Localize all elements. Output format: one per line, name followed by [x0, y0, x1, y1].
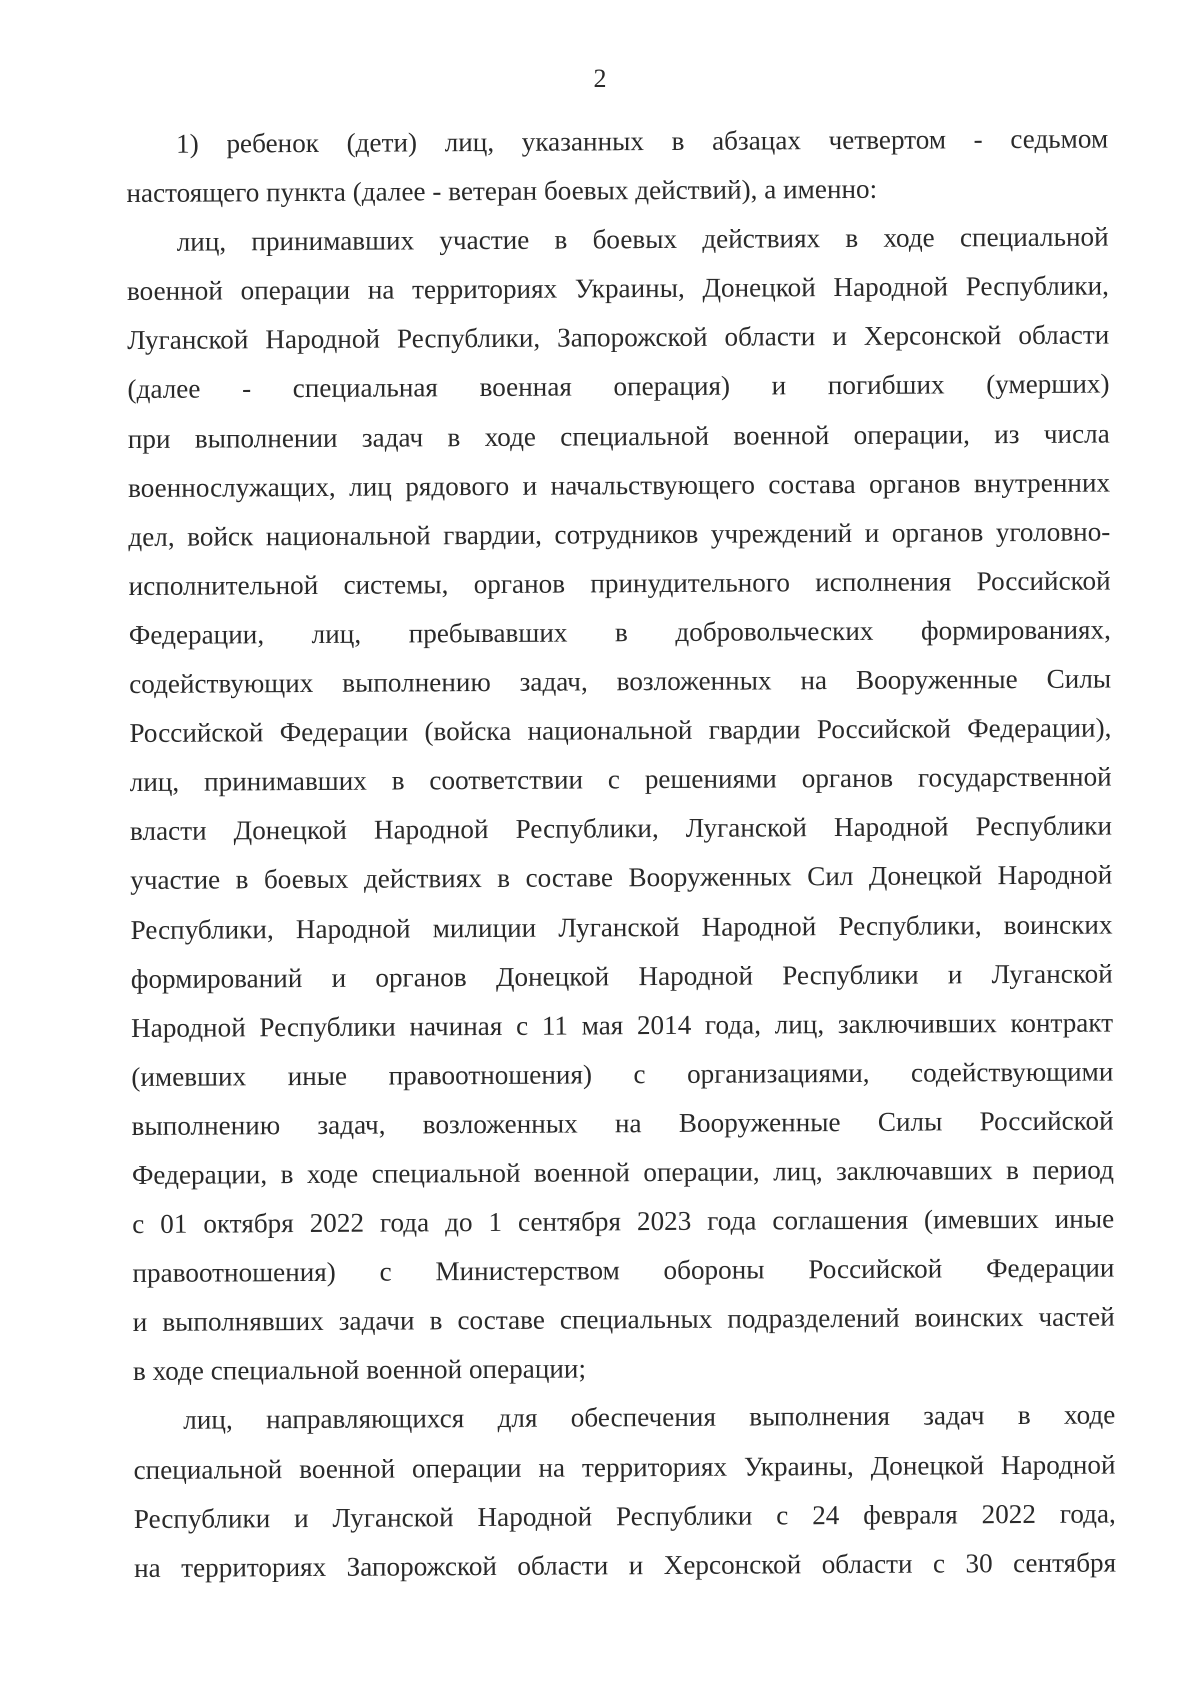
paragraph-line: лиц, направляющихся для обеспечения выполнения задач в ходе — [183, 1399, 1116, 1436]
paragraph-line: (далее - специальная военная операция) и погибших (умерших) — [127, 368, 1110, 405]
paragraph-line: исполнительной системы, органов принудительного исполнения Российской — [128, 565, 1111, 601]
paragraph-line: в ходе специальной военной операции; — [132, 1353, 587, 1387]
paragraph-line: при выполнении задач в ходе специальной военной операции, из числа — [127, 418, 1110, 454]
paragraph-line: дел, войск национальной гвардии, сотрудников учреждений и органов уголовно- — [128, 516, 1111, 552]
paragraph-line: Луганской Народной Республики, Запорожской области и Херсонской области — [127, 319, 1110, 356]
paragraph-line: Республики, Народной милиции Луганской Народной Республики, воинских — [130, 909, 1113, 945]
paragraph-line: 1) ребенок (дети) лиц, указанных в абзацах четвертом - седьмом — [176, 123, 1109, 159]
paragraph-line: лиц, принимавших в соответствии с решениями органов государственной — [129, 761, 1112, 798]
paragraph-line: лиц, принимавших участие в боевых действиях в ходе специальной — [176, 221, 1109, 257]
paragraph-line: выполнению задач, возложенных на Вооруженные Силы Российской — [131, 1105, 1114, 1141]
paragraph-line: военнослужащих, лиц рядового и начальствующего состава органов внутренних — [127, 467, 1111, 503]
paragraph-line: специальной военной операции на территориях Украины, Донецкой Народной — [133, 1449, 1116, 1485]
paragraph-line: военной операции на территориях Украины, Донецкой Народной Республики, — [126, 270, 1110, 307]
paragraph-line: участие в боевых действиях в составе Вооруженных Сил Донецкой Народной — [130, 859, 1113, 896]
paragraph-line: (имевших иные правоотношения) с организациями, содействующими — [131, 1056, 1114, 1092]
paragraph-line: и выполнявших задачи в составе специальных подразделений воинских частей — [132, 1301, 1115, 1338]
paragraph-line: на территориях Запорожской области и Херсонской области с 30 сентября — [134, 1547, 1117, 1583]
paragraph-line: Российской Федерации (войска национальной гвардии Российской Федерации), — [129, 712, 1112, 749]
paragraph-line: содействующих выполнению задач, возложенных на Вооруженные Силы — [129, 663, 1112, 700]
page-number: 2 — [593, 64, 607, 93]
paragraph-line: Республики и Луганской Народной Республики с 24 февраля 2022 года, — [133, 1498, 1116, 1534]
body-text — [126, 115, 1116, 1593]
paragraph-line: Федерации, в ходе специальной военной операции, лиц, заключавших в период — [131, 1154, 1114, 1190]
paragraph-line: правоотношения) с Министерством обороны Российской Федерации — [132, 1252, 1115, 1289]
paragraph-line: формирований и органов Донецкой Народной Республики и Луганской — [130, 958, 1113, 994]
paragraph-line: настоящего пункта (далее - ветеран боевых действий), а именно: — [126, 173, 878, 209]
paragraph-line: Федерации, лиц, пребывавших в добровольческих формированиях, — [128, 614, 1111, 650]
paragraph-line: власти Донецкой Народной Республики, Луганской Народной Республики — [129, 810, 1113, 847]
paragraph-line: с 01 октября 2022 года до 1 сентября 2023 года соглашения (имевших иные — [132, 1203, 1115, 1240]
paragraph-line: Народной Республики начиная с 11 мая 2014 года, лиц, заключивших контракт — [130, 1007, 1114, 1043]
